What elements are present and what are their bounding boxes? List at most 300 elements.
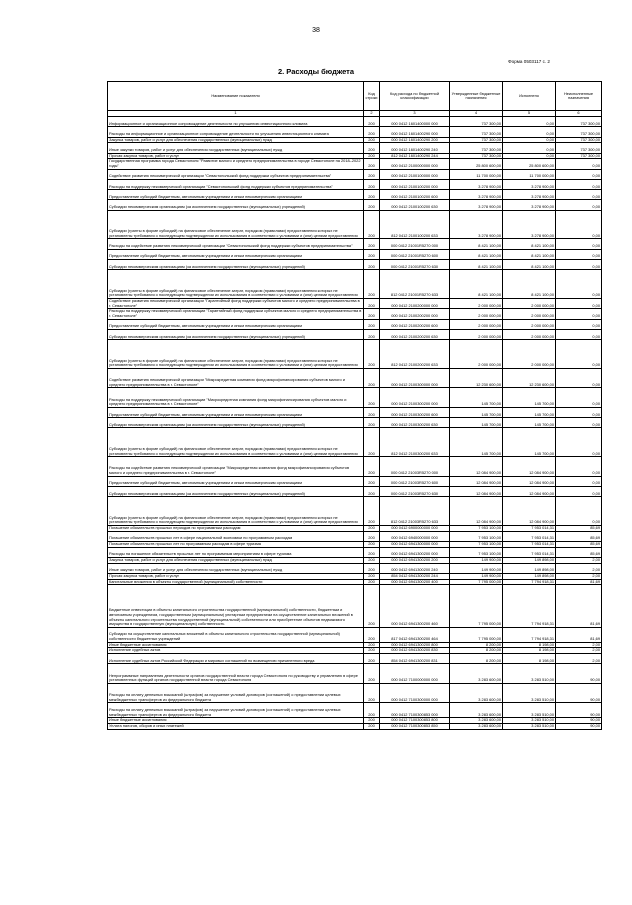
row-code: 200 <box>364 648 380 654</box>
row-unexecuted: 737 300,00 <box>556 117 602 127</box>
row-executed: 145 700,00 <box>503 388 556 408</box>
row-code: 200 <box>364 703 380 718</box>
row-class: 000 0412 2100000000 000 <box>380 159 450 169</box>
table-body <box>108 117 602 730</box>
row-unexecuted: 0,00 <box>556 329 602 339</box>
row-executed: 8 421 100,00 <box>503 260 556 270</box>
row-unexecuted: 737 300,00 <box>556 137 602 143</box>
row-code: 200 <box>364 683 380 703</box>
row-unexecuted: 0,00 <box>556 497 602 526</box>
header-class: Код расхода по бюджетной классификации <box>380 82 450 111</box>
table-row <box>108 654 602 664</box>
table-row <box>108 270 602 299</box>
row-code: 200 <box>364 127 380 137</box>
row-approved: 25 800 600,00 <box>450 159 503 169</box>
row-approved: 737 300,00 <box>450 117 503 127</box>
row-approved: 7 953 100,00 <box>450 547 503 557</box>
row-class: 000 0412 6900000000 000 <box>380 525 450 531</box>
row-code: 200 <box>364 418 380 428</box>
row-code: 200 <box>364 573 380 579</box>
row-unexecuted: 81,69 <box>556 627 602 642</box>
row-unexecuted: 0,00 <box>556 340 602 369</box>
row-code: 200 <box>364 200 380 210</box>
row-code: 200 <box>364 299 380 309</box>
row-code: 200 <box>364 407 380 417</box>
row-code: 200 <box>364 329 380 339</box>
row-executed: 12 230 600,00 <box>503 368 556 388</box>
table-row <box>108 190 602 200</box>
table-row <box>108 368 602 388</box>
row-class: 000 0412 7100000000 000 <box>380 664 450 684</box>
row-code: 200 <box>364 585 380 628</box>
row-name: Субсидии некоммерческим организациям (за исключением государственных (муниципальных) учреждений) <box>108 486 364 496</box>
row-unexecuted: 0,00 <box>556 476 602 486</box>
row-unexecuted: 90,00 <box>556 664 602 684</box>
row-class: 000 0412 21003R5270 630 <box>380 486 450 496</box>
header-code: Код строки <box>364 82 380 111</box>
row-class: 000 0412 6941300200 200 <box>380 557 450 563</box>
table-row <box>108 664 602 684</box>
row-class: 000 0412 7100300853 000 <box>380 703 450 718</box>
row-name: Государственная программа города Севастополя "Развитие малого и среднего предпринимательства в городе Севастополе на 2018–2022 годы" <box>108 159 364 169</box>
table-row <box>108 531 602 541</box>
row-executed: 8 198,00 <box>503 642 556 648</box>
row-executed: 11 700 000,00 <box>503 169 556 179</box>
row-name: Предоставление субсидий бюджетным, автономным учреждениям и иным некоммерческим организациям <box>108 190 364 200</box>
table-row <box>108 627 602 642</box>
row-executed: 7 794 918,31 <box>503 585 556 628</box>
row-name: Капитальные вложения в объекты государственной (муниципальной) собственности <box>108 579 364 585</box>
table-header <box>108 82 602 117</box>
row-code: 200 <box>364 159 380 169</box>
row-class: 000 0412 6941300200 460 <box>380 585 450 628</box>
row-name: Расходы на информационное и организационное сопровождение деятельности по улучшению инвестиционного климата <box>108 127 364 137</box>
row-unexecuted: 0,00 <box>556 486 602 496</box>
row-executed: 3 283 510,00 <box>503 664 556 684</box>
row-name: Закупка товаров, работ и услуг для обеспечения государственных (муниципальных) нужд <box>108 557 364 563</box>
row-approved: 737 300,00 <box>450 137 503 143</box>
row-unexecuted: 0,00 <box>556 210 602 239</box>
table-row <box>108 407 602 417</box>
row-name: Исполнение судебных актов <box>108 648 364 654</box>
row-approved: 7 795 000,00 <box>450 579 503 585</box>
row-class: 000 0412 2100300200 630 <box>380 418 450 428</box>
row-executed: 8 198,00 <box>503 654 556 664</box>
row-name: Субсидии (гранты в форме субсидий) на финансовое обеспечение затрат, порядком (правилами) предоставления которых не установлены требования о последующем подтверждении их использования в соответствии с условиями и (или) целями предоставления <box>108 340 364 369</box>
row-executed: 2 000 000,00 <box>503 309 556 319</box>
row-approved: 12 084 900,00 <box>450 497 503 526</box>
row-approved: 3 283 600,00 <box>450 703 503 718</box>
row-name: Содействие развитию некоммерческой организации "Севастопольский фонд поддержки субъектов предпринимательства" <box>108 169 364 179</box>
row-code: 200 <box>364 579 380 585</box>
table-row <box>108 340 602 369</box>
table-row <box>108 249 602 259</box>
row-executed: 8 421 100,00 <box>503 270 556 299</box>
row-approved: 145 700,00 <box>450 428 503 457</box>
row-name: Субсидии (гранты в форме субсидий) на финансовое обеспечение затрат, порядком (правилами) предоставления которых не установлены требования о последующем подтверждении их использования в соответствии с условиями и (или) целями предоставления <box>108 210 364 239</box>
row-unexecuted: 81,69 <box>556 579 602 585</box>
row-unexecuted: 737 300,00 <box>556 127 602 137</box>
row-approved: 149 900,00 <box>450 563 503 573</box>
row-unexecuted: 0,00 <box>556 407 602 417</box>
row-class: 000 0412 6941300200 000 <box>380 547 450 557</box>
row-unexecuted: 85,69 <box>556 525 602 531</box>
row-approved: 8 200,00 <box>450 642 503 648</box>
row-name: Расходы на оплату денежных взысканий (штрафов) за нарушение условий договоров (соглашений) о предоставлении целевых межбюджетных трансфертов из федерального бюджета <box>108 683 364 703</box>
row-name: Предоставление субсидий бюджетным, автономным учреждениям и иным некоммерческим организациям <box>108 249 364 259</box>
row-class: 000 0412 21003R5270 600 <box>380 476 450 486</box>
row-name: Субсидии (гранты в форме субсидий) на финансовое обеспечение затрат, порядком (правилами) предоставления которых не установлены требования о последующем подтверждении их использования в соответствии с условиями и (или) целями предоставления <box>108 497 364 526</box>
row-executed: 149 898,00 <box>503 557 556 563</box>
row-name: Исполнение судебных актов Российской Федерации и мировых соглашений по возмещению причиненного вреда <box>108 654 364 664</box>
row-approved: 149 900,00 <box>450 573 503 579</box>
colnum-5: 5 <box>503 111 556 117</box>
row-class: 000 0412 2100200000 000 <box>380 299 450 309</box>
table-row <box>108 547 602 557</box>
row-unexecuted: 0,00 <box>556 270 602 299</box>
row-code: 200 <box>364 249 380 259</box>
row-executed: 3 283 510,00 <box>503 683 556 703</box>
row-class: 854 0412 6941300200 244 <box>380 573 450 579</box>
row-class: 000 0412 7100300000 000 <box>380 683 450 703</box>
row-approved: 145 700,00 <box>450 418 503 428</box>
row-name: Субсидии на осуществление капитальных вложений в объекты капитального строительства государственной (муниципальной) собственности бюджетных учреждений <box>108 627 364 642</box>
row-approved: 3 278 900,00 <box>450 200 503 210</box>
row-executed: 7 953 014,31 <box>503 541 556 547</box>
row-class: 000 0412 2100200200 630 <box>380 329 450 339</box>
row-approved: 7 953 100,00 <box>450 541 503 547</box>
row-class: 000 0412 2100200200 600 <box>380 319 450 329</box>
row-class: 000 0412 2100300200 600 <box>380 407 450 417</box>
table-row <box>108 585 602 628</box>
row-name: Иные бюджетные ассигнования <box>108 718 364 724</box>
row-class: 000 0412 6941300200 800 <box>380 642 450 648</box>
row-class: 000 0412 2100100000 000 <box>380 169 450 179</box>
row-approved: 12 084 900,00 <box>450 486 503 496</box>
table-row <box>108 723 602 729</box>
row-approved: 7 795 000,00 <box>450 627 503 642</box>
row-name: Субсидии некоммерческим организациям (за исключением государственных (муниципальных) учреждений) <box>108 260 364 270</box>
table-row <box>108 159 602 169</box>
row-approved: 3 278 900,00 <box>450 179 503 189</box>
row-unexecuted: 0,00 <box>556 239 602 249</box>
row-approved: 3 278 900,00 <box>450 210 503 239</box>
page-number: 38 <box>312 27 320 34</box>
row-name: Предоставление субсидий бюджетным, автономным учреждениям и иным некоммерческим организациям <box>108 319 364 329</box>
row-approved: 145 700,00 <box>450 407 503 417</box>
row-class: 000 0412 2100100200 000 <box>380 179 450 189</box>
row-approved: 3 283 600,00 <box>450 718 503 724</box>
row-code: 200 <box>364 153 380 159</box>
row-executed: 0,00 <box>503 137 556 143</box>
row-executed: 149 898,00 <box>503 563 556 573</box>
row-class: 000 0412 2100200200 000 <box>380 309 450 319</box>
row-class: 000 0412 1601400290 000 <box>380 127 450 137</box>
row-unexecuted: 0,00 <box>556 179 602 189</box>
row-class: 000 0412 7100300853 850 <box>380 723 450 729</box>
row-name: Иные закупки товаров, работ и услуг для обеспечения государственных (муниципальных) нужд <box>108 563 364 573</box>
table-row <box>108 179 602 189</box>
row-code: 200 <box>364 239 380 249</box>
row-class: 000 0412 21001R5270 600 <box>380 249 450 259</box>
colnum-3: 3 <box>380 111 450 117</box>
row-code: 200 <box>364 117 380 127</box>
row-class: 812 0412 21001R5270 633 <box>380 270 450 299</box>
table-row <box>108 329 602 339</box>
row-executed: 145 700,00 <box>503 428 556 457</box>
row-name: Субсидии некоммерческим организациям (за исключением государственных (муниципальных) учреждений) <box>108 418 364 428</box>
row-code: 200 <box>364 557 380 563</box>
row-executed: 0,00 <box>503 153 556 159</box>
row-code: 200 <box>364 260 380 270</box>
row-unexecuted: 2,00 <box>556 563 602 573</box>
row-approved: 2 000 000,00 <box>450 319 503 329</box>
row-executed: 25 800 600,00 <box>503 159 556 169</box>
table-row <box>108 143 602 153</box>
table-row <box>108 169 602 179</box>
row-approved: 12 084 900,00 <box>450 457 503 477</box>
row-code: 200 <box>364 563 380 573</box>
row-code: 200 <box>364 457 380 477</box>
row-executed: 145 700,00 <box>503 418 556 428</box>
header-name: Наименование показателя <box>108 82 364 111</box>
row-approved: 2 000 000,00 <box>450 340 503 369</box>
row-approved: 8 200,00 <box>450 648 503 654</box>
row-name: Предоставление субсидий бюджетным, автономным учреждениям и иным некоммерческим организациям <box>108 476 364 486</box>
row-code: 200 <box>364 143 380 153</box>
row-class: 000 0412 6941300200 400 <box>380 579 450 585</box>
row-code: 200 <box>364 627 380 642</box>
row-name: Расходы на поддержку некоммерческой организации "Севастопольский фонд поддержки субъектов предпринимательства" <box>108 179 364 189</box>
row-class: 812 0412 21003R5270 633 <box>380 497 450 526</box>
row-class: 000 0412 6941300000 000 <box>380 541 450 547</box>
row-approved: 8 421 100,00 <box>450 260 503 270</box>
row-approved: 145 700,00 <box>450 388 503 408</box>
row-unexecuted: 0,00 <box>556 418 602 428</box>
table-row <box>108 260 602 270</box>
row-name: Расходы на содействие развитию некоммерческой организации "Микрокредитная компания фонд микрофинансирования субъектов малого и среднего предпринимательства в г. Севастополе" <box>108 457 364 477</box>
row-code: 200 <box>364 486 380 496</box>
row-name: Закупка товаров, работ и услуг для обеспечения государственных (муниципальных) нужд <box>108 137 364 143</box>
row-name: Иные бюджетные ассигнования <box>108 642 364 648</box>
row-class: 000 0412 1601400000 000 <box>380 117 450 127</box>
row-name: Погашение обязательств прошлых периодов по программным расходам <box>108 525 364 531</box>
row-executed: 7 953 014,31 <box>503 547 556 557</box>
row-name: Расходы на оплату денежных взысканий (штрафов) за нарушение условий договоров (соглашений) о предоставлении целевых межбюджетных трансфертов из федерального бюджета <box>108 703 364 718</box>
row-name: Погашение обязательств прошлых лет в сфере национальной экономики по программным расходам <box>108 531 364 541</box>
row-executed: 7 953 014,31 <box>503 525 556 531</box>
row-code: 200 <box>364 531 380 541</box>
row-executed: 12 084 900,00 <box>503 497 556 526</box>
row-approved: 8 200,00 <box>450 654 503 664</box>
row-approved: 3 283 600,00 <box>450 683 503 703</box>
row-executed: 2 000 000,00 <box>503 340 556 369</box>
row-executed: 7 794 918,31 <box>503 579 556 585</box>
row-code: 200 <box>364 428 380 457</box>
row-unexecuted: 737 300,00 <box>556 153 602 159</box>
row-name: Субсидии некоммерческим организациям (за исключением государственных (муниципальных) учреждений) <box>108 329 364 339</box>
row-unexecuted: 90,00 <box>556 703 602 718</box>
row-approved: 2 000 000,00 <box>450 329 503 339</box>
row-unexecuted: 0,00 <box>556 368 602 388</box>
row-class: 000 0412 2100300000 000 <box>380 368 450 388</box>
row-class: 812 0412 2100300200 633 <box>380 428 450 457</box>
row-name: Расходы на погашение обязательств прошлых лет по программным мероприятиям в сфере туризма <box>108 547 364 557</box>
header-executed: Исполнено <box>503 82 556 111</box>
row-executed: 8 198,00 <box>503 648 556 654</box>
row-code: 200 <box>364 654 380 664</box>
row-approved: 7 953 100,00 <box>450 531 503 541</box>
table-row <box>108 703 602 718</box>
row-executed: 3 278 900,00 <box>503 200 556 210</box>
row-class: 000 0412 1601400290 200 <box>380 137 450 143</box>
row-code: 200 <box>364 525 380 531</box>
row-code: 200 <box>364 388 380 408</box>
row-approved: 737 300,00 <box>450 143 503 153</box>
row-approved: 737 300,00 <box>450 127 503 137</box>
row-executed: 12 084 900,00 <box>503 457 556 477</box>
table-row <box>108 418 602 428</box>
row-name: Непрограммные направления деятельности органов государственной власти города Севастополя по руководству и управлению в сфере установленных функций органов государственной власти города Севастополя <box>108 664 364 684</box>
row-class: 812 0412 2100200200 633 <box>380 340 450 369</box>
row-executed: 3 278 900,00 <box>503 190 556 200</box>
row-code: 200 <box>364 319 380 329</box>
row-approved: 7 795 000,00 <box>450 585 503 628</box>
row-name: Содействие развитию некоммерческой организации "Микрокредитная компания фонд микрофинансирования субъектов малого и среднего предпринимательства в г. Севастополе" <box>108 368 364 388</box>
row-approved: 2 000 000,00 <box>450 299 503 309</box>
row-executed: 3 283 510,00 <box>503 718 556 724</box>
row-class: 000 0412 6941300200 830 <box>380 648 450 654</box>
row-class: 000 0412 21001R5270 000 <box>380 239 450 249</box>
row-class: 000 0412 21003R5270 000 <box>380 457 450 477</box>
row-name: Расходы на поддержку некоммерческой организации "Микрокредитная компания фонд микрофинансирования субъектов малого и среднего предпринимательства в г. Севастополе" <box>108 388 364 408</box>
row-name: Уплата налогов, сборов и иных платежей <box>108 723 364 729</box>
row-unexecuted: 81,69 <box>556 585 602 628</box>
row-code: 200 <box>364 179 380 189</box>
row-unexecuted: 2,00 <box>556 648 602 654</box>
row-code: 200 <box>364 169 380 179</box>
row-name: Информационное и организационное сопровождение деятельности по улучшению инвестиционного климата <box>108 117 364 127</box>
row-class: 000 0412 6940000000 000 <box>380 531 450 541</box>
row-executed: 7 953 014,31 <box>503 531 556 541</box>
row-executed: 12 084 900,00 <box>503 486 556 496</box>
row-name: Предоставление субсидий бюджетным, автономным учреждениям и иным некоммерческим организациям <box>108 407 364 417</box>
row-executed: 3 283 510,00 <box>503 723 556 729</box>
row-unexecuted: 0,00 <box>556 190 602 200</box>
row-class: 000 0412 6941300200 240 <box>380 563 450 573</box>
table-row <box>108 127 602 137</box>
row-executed: 0,00 <box>503 143 556 153</box>
row-executed: 8 421 100,00 <box>503 249 556 259</box>
row-code: 200 <box>364 309 380 319</box>
table-row <box>108 563 602 573</box>
row-class: 812 0412 1601400290 244 <box>380 153 450 159</box>
row-code: 200 <box>364 718 380 724</box>
row-code: 200 <box>364 723 380 729</box>
row-unexecuted: 85,69 <box>556 541 602 547</box>
row-code: 200 <box>364 340 380 369</box>
row-unexecuted: 2,00 <box>556 557 602 563</box>
row-code: 200 <box>364 190 380 200</box>
table-row <box>108 683 602 703</box>
row-code: 200 <box>364 541 380 547</box>
row-approved: 3 278 900,00 <box>450 190 503 200</box>
table-row <box>108 457 602 477</box>
row-unexecuted: 0,00 <box>556 169 602 179</box>
row-unexecuted: 85,69 <box>556 531 602 541</box>
row-name: Расходы на поддержку некоммерческой организации "Гарантийный фонд поддержки субъектов малого и среднего предпринимательства в г. Севастополе" <box>108 309 364 319</box>
row-executed: 3 278 900,00 <box>503 210 556 239</box>
table-row <box>108 210 602 239</box>
row-unexecuted: 0,00 <box>556 309 602 319</box>
row-code: 200 <box>364 547 380 557</box>
table-row <box>108 428 602 457</box>
row-executed: 8 421 100,00 <box>503 239 556 249</box>
row-unexecuted: 0,00 <box>556 249 602 259</box>
row-unexecuted: 90,00 <box>556 723 602 729</box>
colnum-4: 4 <box>450 111 503 117</box>
row-approved: 3 283 600,00 <box>450 664 503 684</box>
row-executed: 7 794 918,31 <box>503 627 556 642</box>
form-label: Форма 0503117 с. 2 <box>508 59 550 64</box>
row-unexecuted: 0,00 <box>556 200 602 210</box>
row-class: 000 0412 2100100200 600 <box>380 190 450 200</box>
row-name: Бюджетные инвестиции в объекты капитального строительства государственной (муниципальной) собственности, бюджетным и автономным учреждениям, государственным (муниципальным) унитарным предприятиям на осуществление капитальных вложений в объекты капитального строительства государственной (муниципальной) собственности или приобретение объектов недвижимого имущества в государственную (муниципальную) собственность <box>108 585 364 628</box>
row-executed: 149 898,00 <box>503 573 556 579</box>
row-executed: 12 084 900,00 <box>503 476 556 486</box>
row-unexecuted: 90,00 <box>556 718 602 724</box>
colnum-1: 1 <box>108 111 364 117</box>
row-approved: 7 953 100,00 <box>450 525 503 531</box>
row-approved: 149 900,00 <box>450 557 503 563</box>
row-name: Погашение обязательств прошлых лет по программным расходам в сфере туризма <box>108 541 364 547</box>
row-class: 000 0412 1601400290 240 <box>380 143 450 153</box>
row-unexecuted: 737 300,00 <box>556 143 602 153</box>
row-name: Субсидии (гранты в форме субсидий) на финансовое обеспечение затрат, порядком (правилами) предоставления которых не установлены требования о последующем подтверждении их использования в соответствии с условиями и (или) целями предоставления <box>108 270 364 299</box>
table-row <box>108 200 602 210</box>
row-unexecuted: 0,00 <box>556 388 602 408</box>
row-class: 000 0412 21001R5270 630 <box>380 260 450 270</box>
row-class: 812 0412 2100100200 633 <box>380 210 450 239</box>
row-class: 000 0412 7100300853 800 <box>380 718 450 724</box>
row-approved: 8 421 100,00 <box>450 270 503 299</box>
row-name: Субсидии (гранты в форме субсидий) на финансовое обеспечение затрат, порядком (правилами) предоставления которых не установлены требования о последующем подтверждении их использования в соответствии с условиями и (или) целями предоставления <box>108 428 364 457</box>
row-code: 200 <box>364 642 380 648</box>
row-executed: 2 000 000,00 <box>503 319 556 329</box>
row-executed: 0,00 <box>503 127 556 137</box>
row-executed: 3 283 510,00 <box>503 703 556 718</box>
row-unexecuted: 2,00 <box>556 573 602 579</box>
row-executed: 0,00 <box>503 117 556 127</box>
row-class: 000 0412 2100100200 630 <box>380 200 450 210</box>
row-unexecuted: 0,00 <box>556 260 602 270</box>
row-executed: 3 278 900,00 <box>503 179 556 189</box>
row-code: 200 <box>364 664 380 684</box>
row-unexecuted: 0,00 <box>556 457 602 477</box>
table-row <box>108 476 602 486</box>
row-approved: 3 283 600,00 <box>450 723 503 729</box>
row-code: 200 <box>364 270 380 299</box>
table-row <box>108 388 602 408</box>
table-row <box>108 497 602 526</box>
row-name: Расходы на содействие развитию некоммерческой организации "Севастопольский фонд поддержки субъектов предпринимательства" <box>108 239 364 249</box>
row-name: Прочая закупка товаров, работ и услуг <box>108 153 364 159</box>
header-unexecuted: Неисполненные назначения <box>556 82 602 111</box>
row-unexecuted: 90,00 <box>556 683 602 703</box>
row-approved: 737 300,00 <box>450 153 503 159</box>
header-approved: Утвержденные бюджетные назначения <box>450 82 503 111</box>
row-approved: 12 084 900,00 <box>450 476 503 486</box>
